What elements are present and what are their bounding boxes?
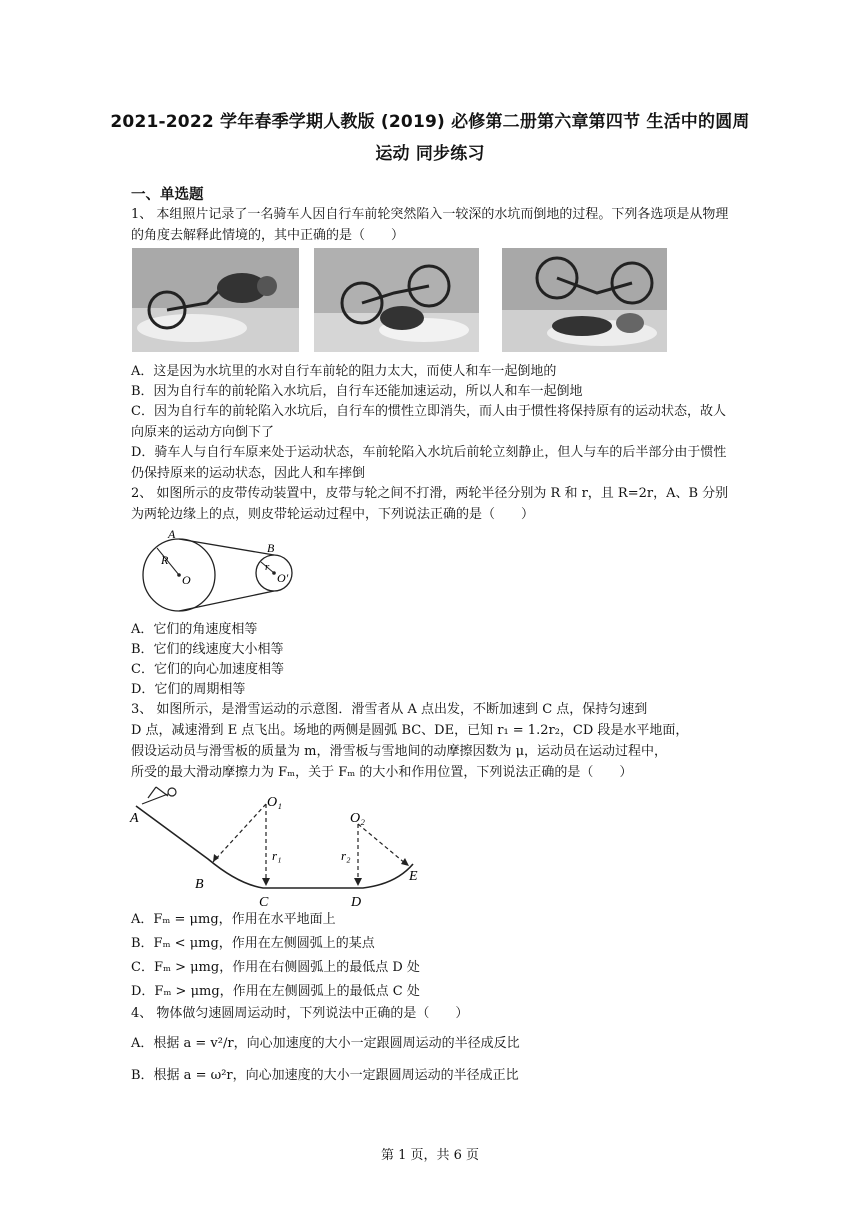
q1-option-a: A．这是因为水坑里的水对自行车前轮的阻力太大，而使人和车一起倒地的 <box>131 364 557 379</box>
q1-option-c: C．因为自行车的前轮陷入水坑后，自行车的惯性立即消失，而人由于惯性将保持原有的运动状态，故人向原来的运动方向倒下了 <box>131 404 726 440</box>
question-2-stem: 2、 如图所示的皮带传动装置中，皮带与轮之间不打滑，两轮半径分别为 R 和 r，且 R=2r，A、B 分别为两轮边缘上的点，则皮带轮运动过程中，下列说法正确的是（ ） <box>131 486 729 522</box>
photo-2 <box>314 248 479 352</box>
label-d: D <box>351 895 362 909</box>
label-o2: O₂ <box>350 811 365 826</box>
page-title: 2021-2022 学年春季学期人教版 (2019) 必修第二册第六章第四节 生活中的圆周运动 同步练习 <box>110 112 750 164</box>
label-a: A <box>168 528 176 541</box>
section-heading: 一、单选题 <box>131 187 204 203</box>
q1-option-b: B．因为自行车的前轮陷入水坑后，自行车还能加速运动，所以人和车一起倒地 <box>131 384 583 399</box>
q2-option-b: B．它们的线速度大小相等 <box>131 642 284 657</box>
label-b: B <box>267 541 275 555</box>
label-c: C <box>259 895 269 909</box>
label-e: E <box>409 869 418 884</box>
label-r1: r₁ <box>272 848 282 863</box>
q3-line-2: D 点，减速滑到 E 点飞出。场地的两侧是圆弧 BC、DE，已知 r₁ = 1.2r₂，CD 段是水平地面， <box>131 723 689 738</box>
label-b: B <box>195 877 204 892</box>
q3-line-4: 所受的最大滑动摩擦力为 Fₘ，关于 Fₘ 的大小和作用位置，下列说法正确的是（ ） <box>131 765 633 780</box>
label-big-r: R <box>161 553 169 567</box>
question-1-stem: 1、 本组照片记录了一名骑车人因自行车前轮突然陷入一较深的水坑而倒地的过程。下列各选项是从物理的角度去解释此情境的，其中正确的是（ ） <box>131 207 729 243</box>
label-r2: r₂ <box>341 848 351 863</box>
q3-option-b: B．Fₘ < μmg，作用在左侧圆弧上的某点 <box>131 936 375 951</box>
label-o: O <box>182 573 191 587</box>
photo-1 <box>132 248 299 352</box>
ski-track-figure <box>128 784 428 909</box>
q2-option-a: A．它们的角速度相等 <box>131 622 258 637</box>
label-a: A <box>130 811 139 826</box>
q1-option-d: D．骑车人与自行车原来处于运动状态，车前轮陷入水坑后前轮立刻静止，但人与车的后半部分由于惯性仍保持原来的运动状态，因此人和车摔倒 <box>131 445 727 481</box>
q4-option-b: B．根据 a = ω²r，向心加速度的大小一定跟圆周运动的半径成正比 <box>131 1068 519 1083</box>
photo-3 <box>502 248 667 352</box>
q4-option-a: A．根据 a = v²/r，向心加速度的大小一定跟圆周运动的半径成反比 <box>131 1036 520 1051</box>
q3-option-a: A．Fₘ = μmg，作用在水平地面上 <box>131 912 336 927</box>
label-o1: O₁ <box>267 795 282 810</box>
q3-line-1: 3、 如图所示，是滑雪运动的示意图．滑雪者从 A 点出发，不断加速到 C 点，保持匀速到 <box>131 702 648 717</box>
q3-line-3: 假设运动员与滑雪板的质量为 m，滑雪板与雪地间的动摩擦因数为 μ，运动员在运动过程中， <box>131 744 668 759</box>
q3-option-d: D．Fₘ > μmg，作用在左侧圆弧上的最低点 C 处 <box>131 984 420 999</box>
label-small-r: r <box>265 561 270 573</box>
q3-option-c: C．Fₘ > μmg，作用在右侧圆弧上的最低点 D 处 <box>131 960 420 975</box>
page-footer: 第 1 页，共 6 页 <box>380 1148 480 1163</box>
belt-pulley-figure <box>131 528 301 618</box>
question-4-stem: 4、 物体做匀速圆周运动时，下列说法中正确的是（ ） <box>131 1006 469 1021</box>
label-o-prime: O' <box>277 571 289 585</box>
q2-option-d: D．它们的周期相等 <box>131 682 246 697</box>
q2-option-c: C．它们的向心加速度相等 <box>131 662 284 677</box>
